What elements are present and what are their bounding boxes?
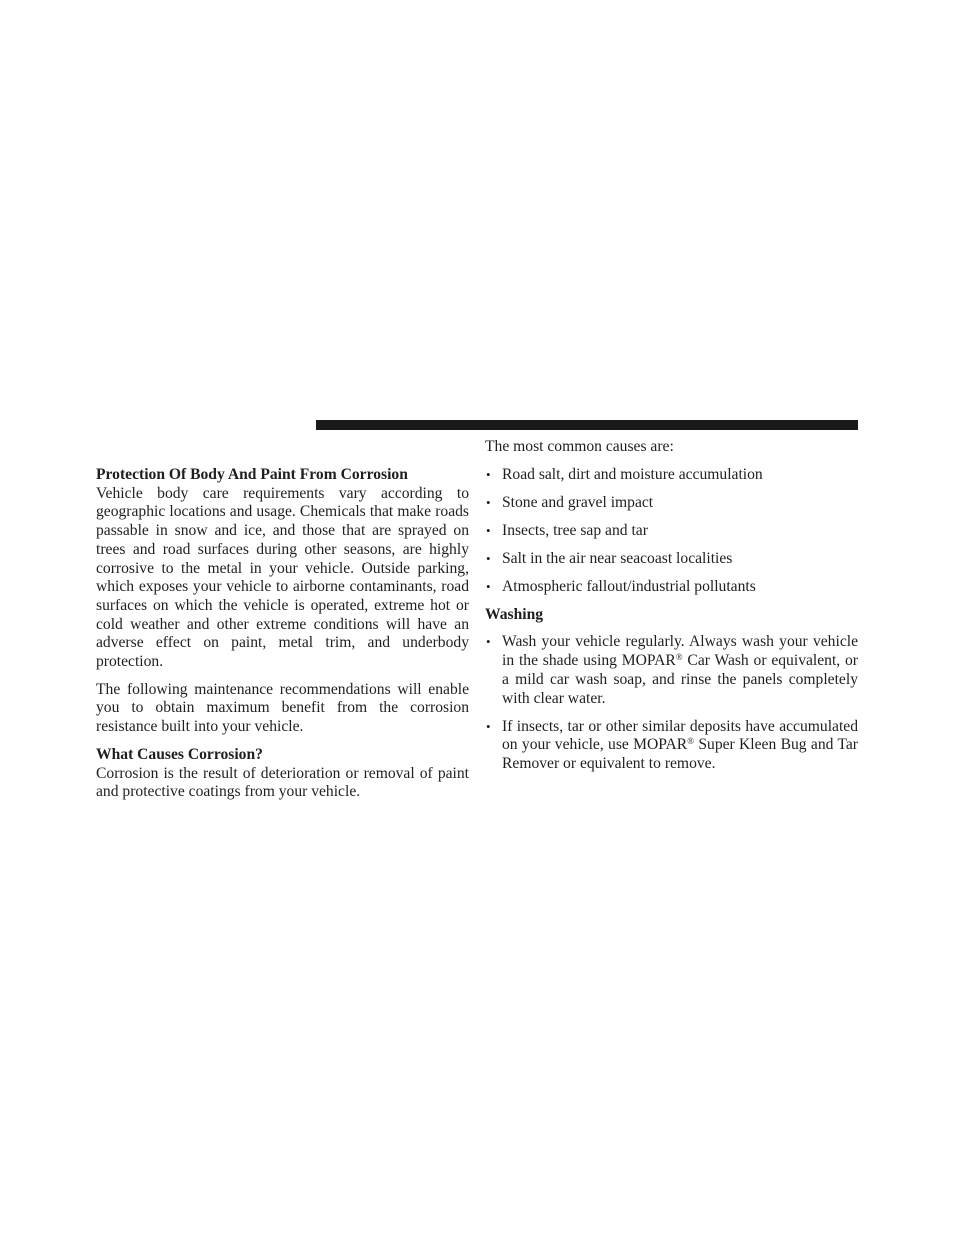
list-item [485,466,858,485]
bullet-icon: • [486,578,491,594]
bullet-icon: • [486,494,491,510]
list-item [485,578,858,597]
bullet-icon: • [486,550,491,566]
causes-list [485,466,858,597]
list-item-text: Road salt, dirt and moisture accumulation [502,465,763,483]
list-item [485,494,858,513]
list-item-text: Wash your vehicle regularly. Always wash your vehicle in the shade using MOPAR® Car Wash or equivalent, or a mild car wash soap, and rinse the panels completely with clear water. [502,633,858,707]
list-item [485,522,858,541]
list-item-text: If insects, tar or other similar deposits have accumulated on your vehicle, use MOPAR® Super Kleen Bug and Tar Remover or equivalent to remove. [502,717,858,772]
bullet-icon: • [486,634,491,650]
washing-list [485,633,858,773]
bullet-icon: • [486,466,491,482]
bullet-icon: • [486,718,491,734]
registered-mark: ® [675,652,683,663]
section-heading-washing: Washing [485,605,544,623]
list-item-text: Stone and gravel impact [502,493,654,511]
left-column [96,466,469,802]
registered-mark: ® [687,736,695,747]
list-item [485,550,858,569]
list-item [485,718,858,774]
list-item-text: Salt in the air near seacoast localities [502,549,733,567]
paragraph-body-care: Vehicle body care requirements vary according to geographic locations and usage. Chemicals that make roads passable in snow and ice, and those that are sprayed on trees and road surfaces during other seasons, are highly corrosive to the metal in your vehicle. Outside parking, which exposes your vehicle to airborne contaminants, road surfaces on which the vehicle is operated, extreme hot or cold weather and other extreme conditions will have an adverse effect on paint, metal trim, and underbody protection. [96,484,469,671]
header-rule [316,420,858,430]
list-item [485,633,858,708]
right-column [485,438,858,783]
list-item-text: Atmospheric fallout/industrial pollutants [502,577,756,595]
section-heading-corrosion-protection: Protection Of Body And Paint From Corrosion [96,466,408,483]
bullet-icon: • [486,522,491,538]
list-item-text: Insects, tree sap and tar [502,521,648,539]
paragraph-corrosion-definition: Corrosion is the result of deterioration or removal of paint and protective coatings from your vehicle. [96,764,469,801]
section-heading-what-causes: What Causes Corrosion? [96,745,263,763]
paragraph-maintenance: The following maintenance recommendations will enable you to obtain maximum benefit from the corrosion resistance built into your vehicle. [96,680,469,736]
causes-intro: The most common causes are: [485,438,674,455]
